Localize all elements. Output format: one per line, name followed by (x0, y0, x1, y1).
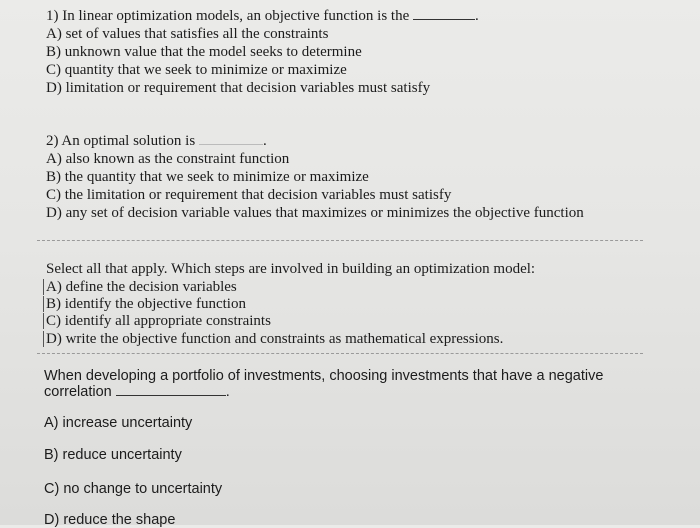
question-1-option-c: C) quantity that we seek to minimize or maximize (46, 62, 347, 78)
question-3-option-b (46, 295, 246, 313)
question-2-option-d: D) any set of decision variable values that maximizes or minimizes the objective function (46, 205, 584, 221)
question-4-stem: When developing a portfolio of investments, choosing investments that have a negative (44, 368, 604, 384)
question-2-stem-end: . (262, 133, 267, 149)
question-3-option-a-text: A) define the decision variables (43, 279, 237, 295)
question-1-option-d: D) limitation or requirement that decision variables must satisfy (46, 80, 431, 96)
question-3-option-c (46, 312, 271, 330)
answer-blank (413, 18, 475, 20)
question-4-stem-line-2 (44, 384, 230, 400)
question-4-option-a: A) increase uncertainty (44, 415, 193, 431)
question-1-stem-text: 1) In linear optimization models, an objective function is the (46, 8, 410, 24)
question-2-option-c: C) the limitation or requirement that decision variables must satisfy (46, 187, 452, 203)
question-2-stem (46, 132, 267, 150)
question-4-option-d: D) reduce the shape (44, 512, 176, 528)
question-2-option-b: B) the quantity that we seek to minimize or maximize (46, 169, 369, 185)
question-4-stem-2: correlation (44, 384, 112, 400)
question-1-stem-end: . (475, 8, 479, 24)
question-4-stem-end: . (225, 384, 230, 400)
question-2-stem-text: 2) An optimal solution is (46, 133, 196, 149)
question-3-option-a (46, 278, 237, 296)
question-4-option-b: B) reduce uncertainty (44, 447, 182, 463)
question-1-option-a: A) set of values that satisfies all the constraints (46, 26, 329, 42)
question-1-stem (46, 7, 479, 25)
question-4-option-c: C) no change to uncertainty (44, 481, 223, 497)
answer-blank (116, 394, 226, 396)
answer-blank (199, 143, 263, 145)
question-1-option-b: B) unknown value that the model seeks to determine (46, 44, 362, 60)
question-3-stem: Select all that apply. Which steps are involved in building an optimization model: (46, 261, 536, 277)
question-3-option-d (46, 330, 503, 348)
question-2-option-a: A) also known as the constraint function (46, 151, 290, 167)
question-3-option-d-text: D) write the objective function and constraints as mathematical expressions. (43, 331, 503, 347)
question-3-option-c-text: C) identify all appropriate constraints (43, 313, 271, 329)
question-3-option-b-text: B) identify the objective function (43, 296, 246, 312)
